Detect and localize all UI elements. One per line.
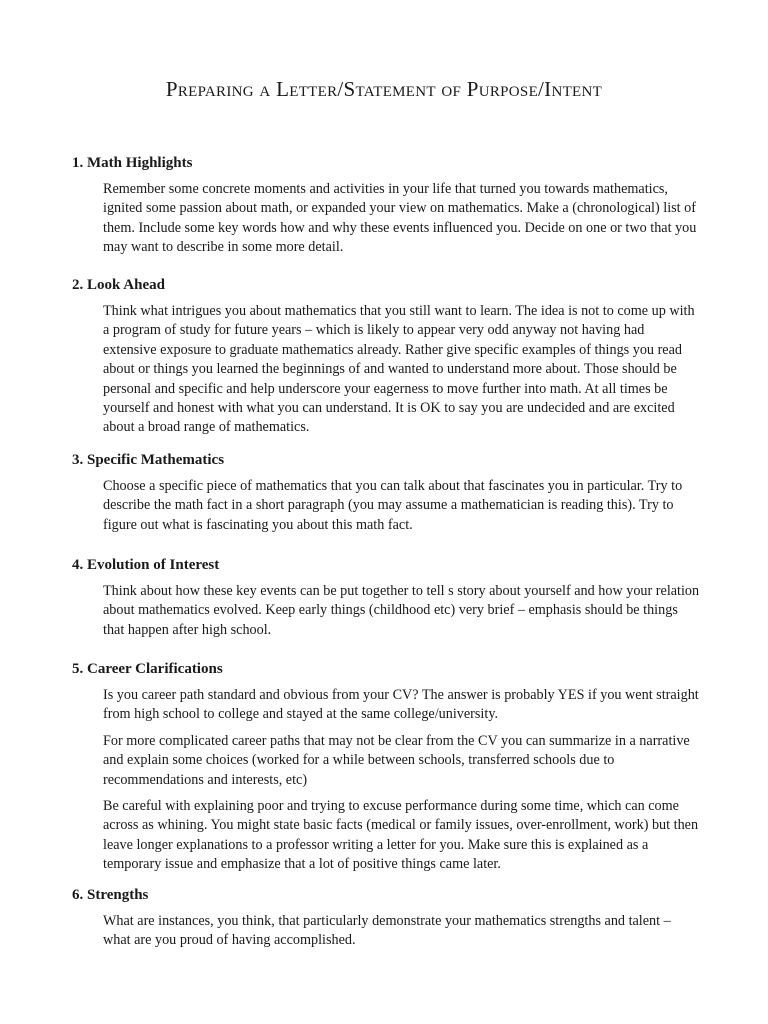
section-math-highlights	[72, 153, 700, 258]
section-paragraph: Think what intrigues you about mathematics that you still want to learn. The idea is not to come up with a program of study for future years – which is likely to appear very odd anyway not having had extensive exposure to graduate mathematics already. Rather give specific examples of things you read about or things you learned the beginnings of and wanted to understand more about. Those should be personal and specific and help underscore your eagerness to move further into math. At all times be yourself and honest with what you can understand. It is OK to say you are undecided and are excited about a broad range of mathematics.	[103, 303, 695, 436]
section-paragraph: Is you career path standard and obvious from your CV? The answer is probably YES if you went straight from high school to college and stayed at the same college/university.	[103, 687, 699, 723]
section-body	[103, 686, 700, 875]
section-paragraph: Be careful with explaining poor and trying to excuse performance during some time, which can come across as whining. You might state basic facts (medical or family issues, over-enrollment, work) but then leave longer explanations to a professor writing a letter for you. Make sure this is explained as a temporary issue and emphasize that a lot of positive things came later.	[103, 798, 699, 873]
section-heading: 6. Strengths	[72, 887, 149, 903]
section-paragraph: Think about how these key events can be put together to tell s story about yourself and how your relation about mathematics evolved. Keep early things (childhood etc) very brief – emphasis should be things that happen after high school.	[103, 583, 700, 638]
section-paragraph: Remember some concrete moments and activities in your life that turned you towards mathematics, ignited some passion about math, or expanded your view on mathematics. Make a (chronological) list of them. Include some key words how and why these events influenced you. Decide on one or two that you may want to describe in some more detail.	[103, 181, 697, 256]
section-paragraph: For more complicated career paths that may not be clear from the CV you can summarize in a narrative and explain some choices (worked for a while between schools, transferred schools due to recommendations and interests, etc)	[103, 732, 690, 788]
section-heading: 3. Specific Mathematics	[72, 452, 225, 468]
section-look-ahead	[72, 275, 700, 438]
section-heading: 1. Math Highlights	[72, 155, 193, 171]
section-heading: 5. Career Clarifications	[72, 661, 223, 677]
section-body	[103, 180, 700, 258]
section-heading: 4. Evolution of Interest	[72, 557, 220, 573]
section-evolution-of-interest	[72, 555, 700, 640]
section-paragraph: What are instances, you think, that particularly demonstrate your mathematics strengths and talent – what are you proud of having accomplished.	[103, 913, 671, 949]
section-career-clarifications	[72, 659, 700, 875]
section-body	[103, 912, 700, 951]
document-title: Preparing a Letter/Statement of Purpose/Intent	[165, 77, 603, 101]
section-heading: 2. Look Ahead	[72, 277, 165, 293]
section-strengths	[72, 885, 700, 951]
section-body	[103, 582, 700, 640]
section-paragraph: Choose a specific piece of mathematics that you can talk about that fascinates you in particular. Try to describe the math fact in a short paragraph (you may assume a mathematician is reading this). Try to figure out what is fascinating you about this math fact.	[103, 478, 683, 533]
section-body	[103, 302, 700, 438]
section-body	[103, 477, 700, 535]
section-specific-mathematics	[72, 450, 700, 535]
